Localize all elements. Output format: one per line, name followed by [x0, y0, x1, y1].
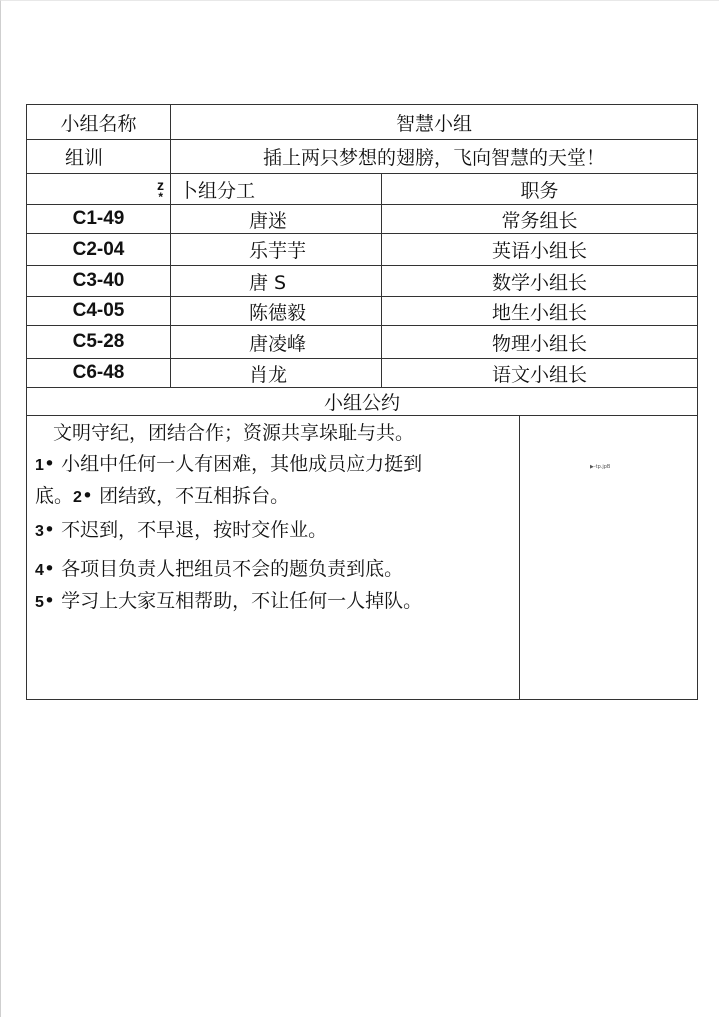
group-name-value: 智慧小组	[171, 105, 698, 140]
pledge-line-1: 1• 小组中任何一人有困难，其他成员应力挺到	[35, 453, 423, 475]
member-code: C6-48	[27, 359, 171, 388]
pledge-text	[35, 418, 515, 618]
table-row	[27, 266, 698, 297]
header-star: *	[158, 190, 163, 204]
member-role: 数学小组长	[382, 266, 698, 297]
table-row	[27, 359, 698, 388]
member-role: 地生小组长	[382, 297, 698, 326]
pledge-line-0: 文明守纪，团结合作；资源共享垛耻与共。	[53, 422, 415, 444]
group-name-label: 小组名称	[27, 105, 171, 140]
side-tiny-text: ▶-tp.jpB	[590, 464, 611, 470]
pledge-line-2: 底。2• 团结致，不互相拆台。	[35, 485, 290, 507]
member-role: 物理小组长	[382, 326, 698, 359]
pledge-line-3: 3• 不迟到，不早退，按时交作业。	[35, 519, 328, 541]
member-code: C5-28	[27, 326, 171, 359]
header-mark: z	[157, 177, 164, 193]
table-row	[27, 297, 698, 326]
table-row	[27, 326, 698, 359]
member-name: 乐芋芋	[171, 234, 382, 266]
pledge-cell	[27, 416, 520, 700]
member-name: 陈德毅	[171, 297, 382, 326]
pledge-line-4: 4• 各项目负责人把组员不会的题负责到底。	[35, 558, 404, 580]
motto-label: 组训	[27, 140, 171, 174]
member-code: C1-49	[27, 205, 171, 234]
header-role: 职务	[382, 174, 698, 205]
header-member: 卜组分工	[171, 174, 382, 205]
member-code: C2-04	[27, 234, 171, 266]
member-name: 肖龙	[171, 359, 382, 388]
side-image-cell	[520, 416, 698, 700]
member-code: C3-40	[27, 266, 171, 297]
member-code: C4-05	[27, 297, 171, 326]
member-name: 唐迷	[171, 205, 382, 234]
group-table	[26, 104, 697, 700]
member-role: 英语小组长	[382, 234, 698, 266]
pledge-title: 小组公约	[27, 388, 698, 416]
motto-value: 插上两只梦想的翅膀，飞向智慧的天堂！	[171, 140, 698, 174]
pledge-line-5: 5• 学习上大家互相帮助，不让任何一人掉队。	[35, 590, 423, 612]
table-row	[27, 234, 698, 266]
header-code-cell	[27, 174, 171, 205]
table-row	[27, 205, 698, 234]
member-role: 常务组长	[382, 205, 698, 234]
member-name: 唐凌峰	[171, 326, 382, 359]
member-name: 唐 S	[171, 266, 382, 297]
member-role: 语文小组长	[382, 359, 698, 388]
